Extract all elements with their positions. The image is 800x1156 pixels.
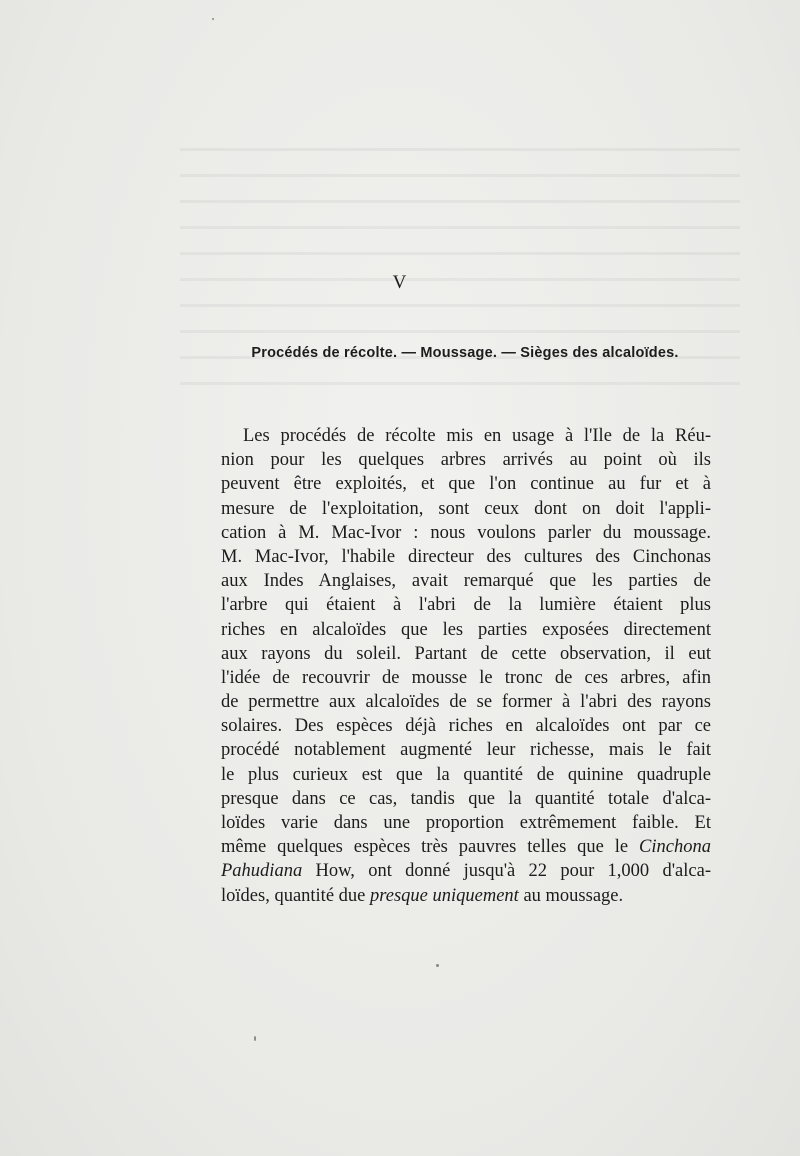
text-line: même quelques espèces très pauvres telles que le Cinchona — [221, 837, 711, 858]
text-line: solaires. Des espèces déjà riches en alcaloïdes ont par ce — [221, 716, 711, 737]
text-line: nion pour les quelques arbres arrivés au point où ils — [221, 450, 711, 471]
text-line: loïdes, quantité due presque uniquement au moussage. — [221, 885, 624, 906]
text-line: cation à M. Mac-Ivor : nous voulons parler du moussage. — [221, 522, 711, 543]
text-line: de permettre aux alcaloïdes de se former à l'abri des rayons — [221, 692, 711, 713]
text-line: aux rayons du soleil. Partant de cette observation, il eut — [221, 643, 711, 664]
chapter-number: V — [392, 272, 408, 293]
text-line: Pahudiana How, ont donné jusqu'à 22 pour 1,000 d'alca- — [221, 861, 711, 882]
text-line: Les procédés de récolte mis en usage à l'Ile de la Réu- — [243, 426, 711, 446]
italic-term: Cinchona — [639, 837, 711, 858]
paper-speck — [436, 964, 439, 967]
text-line: presque dans ce cas, tandis que la quantité totale d'alca- — [221, 788, 711, 809]
text-line: loïdes varie dans une proportion extrêmement faible. Et — [221, 813, 711, 833]
paper-speck — [212, 18, 214, 20]
text-line: aux Indes Anglaises, avait remarqué que les parties de — [221, 571, 711, 592]
text-line: le plus curieux est que la quantité de quinine quadruple — [221, 764, 711, 785]
italic-term: presque uniquement — [370, 885, 519, 906]
text-line: riches en alcaloïdes que les parties exposées directement — [221, 619, 711, 640]
text-line: peuvent être exploités, et que l'on continue au fur et à — [221, 474, 711, 495]
text-line: M. Mac-Ivor, l'habile directeur des cultures des Cinchonas — [221, 546, 711, 567]
text-line: l'idée de recouvrir de mousse le tronc de ces arbres, afin — [221, 667, 711, 688]
chapter-heading: Procédés de récolte. — Moussage. — Sièges des alcaloïdes. — [251, 345, 679, 361]
text-line: procédé notablement augmenté leur richesse, mais le fait — [221, 740, 711, 761]
italic-term: Pahudiana — [221, 861, 303, 882]
text-line: mesure de l'exploitation, sont ceux dont on doit l'appli- — [221, 498, 711, 519]
body-paragraph — [221, 424, 711, 908]
paper-speck — [254, 1036, 256, 1041]
text-line: l'arbre qui étaient à l'abri de la lumière étaient plus — [221, 595, 711, 616]
